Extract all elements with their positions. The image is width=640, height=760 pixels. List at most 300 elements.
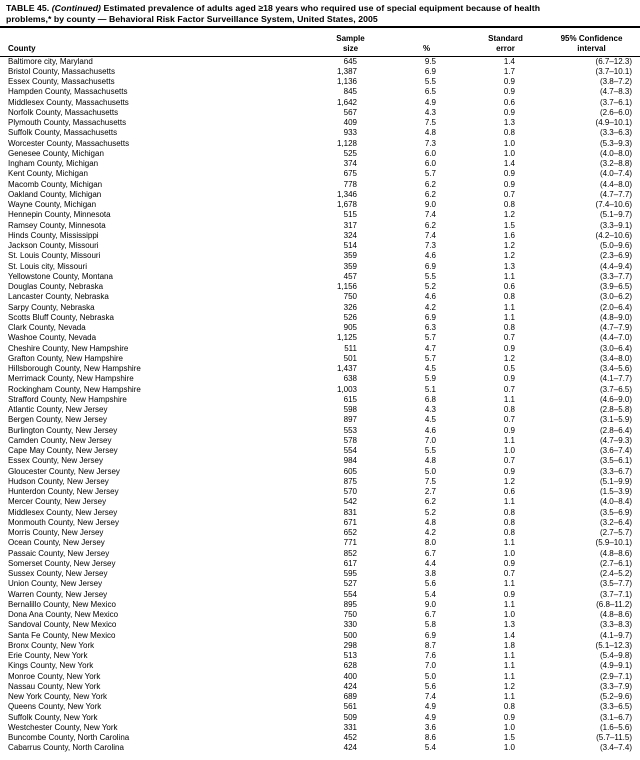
- table-row: [0, 446, 640, 456]
- standard-error-cell: 0.6: [503, 487, 515, 496]
- table-row: [0, 672, 640, 682]
- county-cell: St. Louis County, Missouri: [8, 251, 101, 261]
- standard-error-cell: 1.1: [503, 661, 515, 671]
- sample-size-cell: 457: [343, 271, 357, 281]
- percent-cell: 5.0: [424, 466, 436, 476]
- confidence-interval-cell: (3.2–6.4): [599, 517, 632, 527]
- county-cell: Strafford County, New Hampshire: [8, 394, 127, 404]
- col-header-se-line1: Standard: [488, 34, 523, 44]
- confidence-interval-cell: (4.4–8.0): [599, 179, 632, 189]
- county-cell: Bristol County, Massachusetts: [8, 66, 116, 76]
- confidence-interval-cell: (3.2–8.8): [599, 159, 632, 168]
- confidence-interval-cell: (4.0–7.4): [599, 169, 632, 179]
- percent-cell: 9.5: [424, 56, 436, 66]
- sample-size-cell: 1,642: [336, 97, 357, 107]
- confidence-interval-cell: (3.5–7.7): [599, 579, 632, 589]
- sample-size-cell: 671: [343, 517, 357, 527]
- confidence-interval-cell: (4.4–7.0): [599, 333, 632, 343]
- percent-cell: 6.0: [424, 159, 436, 168]
- sample-size-cell: 511: [344, 343, 357, 353]
- standard-error-cell: 0.9: [503, 107, 515, 117]
- county-cell: Passaic County, New Jersey: [8, 548, 110, 558]
- confidence-interval-cell: (4.7–9.3): [599, 435, 632, 445]
- confidence-interval-cell: (4.8–9.0): [599, 312, 632, 322]
- confidence-interval-cell: (4.4–9.4): [599, 261, 632, 271]
- county-cell: Hennepin County, Minnesota: [8, 210, 111, 220]
- county-cell: Suffolk County, Massachusetts: [8, 128, 118, 138]
- confidence-interval-cell: (3.3–7.7): [599, 271, 632, 281]
- percent-cell: 4.6: [424, 425, 436, 435]
- standard-error-cell: 1.5: [503, 733, 515, 742]
- percent-cell: 5.1: [424, 384, 436, 394]
- sample-size-cell: 515: [343, 210, 357, 220]
- sample-size-cell: 452: [343, 733, 357, 742]
- sample-size-cell: 771: [343, 538, 357, 548]
- standard-error-cell: 0.9: [503, 179, 515, 189]
- sample-size-cell: 615: [343, 394, 357, 404]
- confidence-interval-cell: (2.6–6.0): [599, 107, 632, 117]
- standard-error-cell: 0.8: [503, 405, 515, 414]
- sample-size-cell: 509: [343, 712, 357, 722]
- table-row: [0, 231, 640, 241]
- sample-size-cell: 324: [343, 230, 357, 240]
- standard-error-cell: 0.5: [503, 364, 515, 373]
- standard-error-cell: 1.1: [503, 538, 515, 548]
- table-row: [0, 241, 640, 251]
- percent-cell: 4.5: [424, 364, 436, 373]
- county-cell: Macomb County, Michigan: [8, 179, 103, 189]
- table-row: [0, 723, 640, 733]
- confidence-interval-cell: (3.3–9.1): [599, 220, 632, 230]
- confidence-interval-cell: (3.8–7.2): [599, 77, 632, 86]
- standard-error-cell: 0.8: [503, 128, 515, 138]
- percent-cell: 3.8: [424, 569, 436, 578]
- standard-error-cell: 0.6: [503, 282, 515, 291]
- standard-error-cell: 1.1: [503, 692, 515, 701]
- sample-size-cell: 400: [343, 671, 357, 681]
- sample-size-cell: 905: [343, 323, 357, 332]
- county-cell: Gloucester County, New Jersey: [8, 466, 120, 476]
- table-row: [0, 508, 640, 518]
- confidence-interval-cell: (3.3–6.7): [599, 466, 632, 476]
- percent-cell: 7.4: [424, 210, 436, 220]
- sample-size-cell: 1,136: [336, 77, 357, 86]
- sample-size-cell: 359: [343, 251, 357, 261]
- sample-size-cell: 500: [343, 630, 357, 640]
- table-row: [0, 477, 640, 487]
- percent-cell: 5.4: [424, 743, 436, 753]
- sample-size-cell: 1,003: [336, 384, 357, 394]
- percent-cell: 6.2: [424, 220, 436, 230]
- percent-cell: 6.9: [424, 312, 436, 322]
- table-row: [0, 713, 640, 723]
- county-cell: Worcester County, Massachusetts: [8, 138, 130, 148]
- percent-cell: 5.2: [424, 507, 436, 517]
- standard-error-cell: 0.9: [503, 712, 515, 722]
- confidence-interval-cell: (4.1–7.7): [599, 374, 632, 384]
- county-cell: Grafton County, New Hampshire: [8, 353, 124, 363]
- percent-cell: 4.3: [424, 405, 436, 414]
- percent-cell: 6.2: [424, 189, 436, 199]
- percent-cell: 7.3: [424, 138, 436, 148]
- standard-error-cell: 0.9: [503, 374, 515, 384]
- percent-cell: 4.8: [424, 128, 436, 138]
- standard-error-cell: 0.8: [503, 528, 515, 537]
- percent-cell: 5.8: [424, 620, 436, 630]
- standard-error-cell: 0.9: [503, 169, 515, 179]
- table-row: [0, 364, 640, 374]
- county-cell: Westchester County, New York: [8, 722, 118, 732]
- col-header-ci-line2: interval: [577, 43, 606, 53]
- sample-size-cell: 298: [343, 640, 357, 650]
- confidence-interval-cell: (1.5–3.9): [599, 487, 632, 496]
- sample-size-cell: 331: [343, 722, 357, 732]
- confidence-interval-cell: (5.7–11.5): [596, 733, 632, 742]
- table-row: [0, 549, 640, 559]
- percent-cell: 7.0: [424, 435, 436, 445]
- percent-cell: 6.2: [424, 179, 436, 189]
- table-row: [0, 251, 640, 261]
- standard-error-cell: 1.4: [503, 56, 515, 66]
- confidence-interval-cell: (3.3–8.3): [599, 620, 632, 630]
- percent-cell: 4.2: [424, 302, 436, 312]
- county-cell: Merrimack County, New Hampshire: [8, 374, 134, 384]
- county-cell: Monroe County, New York: [8, 671, 101, 681]
- county-cell: Sandoval County, New Mexico: [8, 620, 117, 630]
- county-cell: Hillsborough County, New Hampshire: [8, 364, 141, 373]
- sample-size-cell: 689: [343, 692, 357, 701]
- table-row: [0, 456, 640, 466]
- standard-error-cell: 1.7: [503, 66, 515, 76]
- table-row: [0, 610, 640, 620]
- county-cell: Essex County, New Jersey: [8, 456, 103, 466]
- confidence-interval-cell: (3.6–7.4): [599, 446, 632, 455]
- table-row: [0, 282, 640, 292]
- confidence-interval-cell: (1.6–5.6): [599, 722, 632, 732]
- percent-cell: 9.0: [424, 200, 436, 209]
- table-header: [0, 27, 640, 56]
- table-row: [0, 303, 640, 313]
- standard-error-cell: 0.9: [503, 343, 515, 353]
- table-row: [0, 200, 640, 210]
- sample-size-cell: 652: [343, 528, 357, 537]
- standard-error-cell: 0.7: [503, 333, 515, 343]
- table-row: [0, 590, 640, 600]
- standard-error-cell: 0.7: [503, 189, 515, 199]
- table-row: [0, 497, 640, 507]
- confidence-interval-cell: (4.7–7.9): [599, 323, 632, 332]
- confidence-interval-cell: (4.8–8.6): [599, 610, 632, 619]
- standard-error-cell: 0.8: [503, 200, 515, 209]
- standard-error-cell: 1.0: [503, 446, 515, 455]
- table-row: [0, 333, 640, 343]
- county-cell: Scotts Bluff County, Nebraska: [8, 312, 114, 322]
- sample-size-cell: 317: [343, 220, 357, 230]
- confidence-interval-cell: (3.4–8.0): [599, 353, 632, 363]
- table-row: [0, 344, 640, 354]
- county-cell: Rockingham County, New Hampshire: [8, 384, 141, 394]
- standard-error-cell: 1.1: [503, 651, 515, 660]
- confidence-interval-cell: (5.9–10.1): [595, 538, 632, 548]
- sample-size-cell: 750: [343, 292, 357, 302]
- confidence-interval-cell: (4.8–8.6): [599, 548, 632, 558]
- table-row: [0, 743, 640, 753]
- sample-size-cell: 933: [343, 128, 357, 138]
- table-row: [0, 467, 640, 477]
- sample-size-cell: 598: [343, 405, 357, 414]
- confidence-interval-cell: (4.0–8.0): [599, 148, 632, 158]
- table-header-row: [0, 27, 640, 56]
- table-title-continued: (Continued): [51, 3, 104, 13]
- confidence-interval-cell: (2.9–7.1): [599, 671, 632, 681]
- county-cell: Cape May County, New Jersey: [8, 446, 118, 455]
- standard-error-cell: 1.2: [503, 210, 515, 220]
- percent-cell: 8.7: [424, 640, 436, 650]
- table-row: [0, 600, 640, 610]
- confidence-interval-cell: (3.1–5.9): [599, 415, 632, 425]
- county-cell: Queens County, New York: [8, 702, 102, 712]
- sample-size-cell: 409: [343, 118, 357, 127]
- percent-cell: 8.6: [424, 733, 436, 742]
- county-cell: Clark County, Nevada: [8, 323, 86, 332]
- sample-size-cell: 527: [343, 579, 357, 589]
- table-row: [0, 128, 640, 138]
- standard-error-cell: 1.1: [503, 599, 515, 609]
- sample-size-cell: 1,125: [336, 333, 357, 343]
- table-row: [0, 651, 640, 661]
- table-row: [0, 641, 640, 651]
- table-title-text: Estimated prevalence of adults aged ≥18 years who required use of special equipment because of health: [103, 3, 541, 13]
- confidence-interval-cell: (6.7–12.3): [595, 56, 632, 66]
- county-cell: Sarpy County, Nebraska: [8, 302, 95, 312]
- table-row: [0, 733, 640, 743]
- table-row: [0, 149, 640, 159]
- standard-error-cell: 1.0: [503, 610, 515, 619]
- sample-size-cell: 514: [343, 241, 357, 250]
- standard-error-cell: 0.7: [503, 456, 515, 466]
- standard-error-cell: 1.1: [503, 394, 515, 404]
- percent-cell: 3.6: [424, 722, 436, 732]
- confidence-interval-cell: (5.2–9.6): [599, 692, 632, 701]
- confidence-interval-cell: (3.5–6.1): [599, 456, 632, 466]
- percent-cell: 5.2: [424, 282, 436, 291]
- percent-cell: 7.4: [424, 692, 436, 701]
- table-row: [0, 395, 640, 405]
- table-row: [0, 180, 640, 190]
- county-cell: Sussex County, New Jersey: [8, 569, 108, 578]
- county-cell: Kings County, New York: [8, 661, 94, 671]
- standard-error-cell: 1.5: [503, 220, 515, 230]
- standard-error-cell: 1.1: [503, 302, 515, 312]
- standard-error-cell: 1.8: [503, 640, 515, 650]
- standard-error-cell: 1.1: [503, 497, 515, 507]
- percent-cell: 4.5: [424, 415, 436, 425]
- confidence-interval-cell: (3.7–6.1): [599, 97, 632, 107]
- standard-error-cell: 1.2: [503, 476, 515, 486]
- percent-cell: 4.9: [424, 712, 436, 722]
- percent-cell: 7.6: [424, 651, 436, 660]
- table-row: [0, 108, 640, 118]
- county-cell: Monmouth County, New Jersey: [8, 517, 120, 527]
- county-cell: Burlington County, New Jersey: [8, 425, 118, 435]
- sample-size-cell: 897: [343, 415, 357, 425]
- county-cell: Yellowstone County, Montana: [8, 271, 113, 281]
- percent-cell: 5.6: [424, 579, 436, 589]
- county-cell: Warren County, New Jersey: [8, 589, 108, 599]
- table-row: [0, 426, 640, 436]
- confidence-interval-cell: (4.9–10.1): [595, 118, 632, 127]
- sample-size-cell: 424: [343, 743, 357, 753]
- sample-size-cell: 875: [343, 476, 357, 486]
- percent-cell: 4.6: [424, 292, 436, 302]
- sample-size-cell: 984: [343, 456, 357, 466]
- table-row: [0, 67, 640, 77]
- percent-cell: 7.5: [424, 118, 436, 127]
- county-cell: Middlesex County, Massachusetts: [8, 97, 129, 107]
- percent-cell: 6.2: [424, 497, 436, 507]
- county-cell: Norfolk County, Massachusetts: [8, 107, 119, 117]
- confidence-interval-cell: (3.9–6.5): [599, 282, 632, 291]
- county-cell: Bernalillo County, New Mexico: [8, 599, 116, 609]
- confidence-interval-cell: (7.4–10.6): [595, 200, 632, 209]
- table-row: [0, 98, 640, 108]
- county-cell: Morris County, New Jersey: [8, 528, 104, 537]
- confidence-interval-cell: (3.4–5.6): [599, 364, 632, 373]
- percent-cell: 5.5: [424, 446, 436, 455]
- table-row: [0, 169, 640, 179]
- table-row: [0, 569, 640, 579]
- table-title: [6, 3, 639, 24]
- percent-cell: 7.0: [424, 661, 436, 671]
- confidence-interval-cell: (3.5–6.9): [599, 507, 632, 517]
- percent-cell: 7.5: [424, 476, 436, 486]
- sample-size-cell: 553: [343, 425, 357, 435]
- county-cell: Hampden County, Massachusetts: [8, 87, 128, 97]
- table-row: [0, 415, 640, 425]
- county-cell: Atlantic County, New Jersey: [8, 405, 108, 414]
- county-cell: Genesee County, Michigan: [8, 148, 104, 158]
- sample-size-cell: 595: [343, 569, 357, 578]
- percent-cell: 7.3: [424, 241, 436, 250]
- percent-cell: 5.0: [424, 671, 436, 681]
- sample-size-cell: 525: [343, 148, 357, 158]
- county-cell: Bergen County, New Jersey: [8, 415, 108, 425]
- confidence-interval-cell: (4.7–8.3): [599, 87, 632, 97]
- sample-size-cell: 501: [343, 353, 357, 363]
- county-cell: Ingham County, Michigan: [8, 159, 99, 168]
- sample-size-cell: 1,678: [336, 200, 357, 209]
- percent-cell: 4.7: [424, 343, 436, 353]
- table-row: [0, 538, 640, 548]
- county-cell: Bronx County, New York: [8, 640, 95, 650]
- standard-error-cell: 0.7: [503, 384, 515, 394]
- table-row: [0, 682, 640, 692]
- county-cell: Middlesex County, New Jersey: [8, 507, 118, 517]
- standard-error-cell: 0.8: [503, 323, 515, 332]
- percent-cell: 4.3: [424, 107, 436, 117]
- standard-error-cell: 1.0: [503, 148, 515, 158]
- sample-size-cell: 513: [343, 651, 357, 660]
- standard-error-cell: 0.8: [503, 517, 515, 527]
- standard-error-cell: 0.9: [503, 77, 515, 86]
- confidence-interval-cell: (2.7–6.1): [599, 558, 632, 568]
- standard-error-cell: 1.1: [503, 671, 515, 681]
- table-row: [0, 631, 640, 641]
- confidence-interval-cell: (3.7–6.5): [599, 384, 632, 394]
- standard-error-cell: 1.0: [503, 722, 515, 732]
- col-header-ci-line1: 95% Confidence: [560, 34, 623, 44]
- county-cell: Kent County, Michigan: [8, 169, 88, 179]
- sample-size-cell: 554: [343, 589, 357, 599]
- table-row: [0, 579, 640, 589]
- sample-size-cell: 359: [343, 261, 357, 271]
- table-row: [0, 436, 640, 446]
- col-header-confidence-interval: [515, 27, 640, 56]
- sample-size-cell: 1,387: [336, 66, 357, 76]
- county-cell: Hudson County, New Jersey: [8, 476, 109, 486]
- standard-error-cell: 1.6: [503, 230, 515, 240]
- standard-error-cell: 0.8: [503, 292, 515, 302]
- percent-cell: 6.9: [424, 630, 436, 640]
- sample-size-cell: 778: [343, 179, 357, 189]
- sample-size-cell: 831: [343, 507, 357, 517]
- standard-error-cell: 1.0: [503, 743, 515, 753]
- sample-size-cell: 628: [343, 661, 357, 671]
- percent-cell: 6.5: [424, 87, 436, 97]
- confidence-interval-cell: (4.2–10.6): [595, 230, 632, 240]
- table-row: [0, 487, 640, 497]
- percent-cell: 6.0: [424, 148, 436, 158]
- confidence-interval-cell: (3.1–6.7): [599, 712, 632, 722]
- county-cell: Essex County, Massachusetts: [8, 77, 115, 86]
- percent-cell: 6.7: [424, 548, 436, 558]
- confidence-interval-cell: (3.3–7.9): [599, 681, 632, 691]
- confidence-interval-cell: (4.7–7.7): [599, 189, 632, 199]
- confidence-interval-cell: (6.8–11.2): [596, 599, 632, 609]
- confidence-interval-cell: (2.8–6.4): [599, 425, 632, 435]
- standard-error-cell: 1.2: [503, 681, 515, 691]
- table-row: [0, 692, 640, 702]
- confidence-interval-cell: (3.0–6.4): [599, 343, 632, 353]
- percent-cell: 4.2: [424, 528, 436, 537]
- table-title-number: TABLE 45.: [6, 3, 52, 13]
- confidence-interval-cell: (3.3–6.5): [599, 702, 632, 712]
- standard-error-cell: 0.9: [503, 589, 515, 599]
- confidence-interval-cell: (5.3–9.3): [599, 138, 632, 148]
- confidence-interval-cell: (5.0–9.6): [599, 241, 632, 250]
- percent-cell: 5.7: [424, 333, 436, 343]
- confidence-interval-cell: (2.7–5.7): [599, 528, 632, 537]
- standard-error-cell: 0.9: [503, 425, 515, 435]
- table-row: [0, 528, 640, 538]
- sample-size-cell: 554: [343, 446, 357, 455]
- sample-size-cell: 750: [343, 610, 357, 619]
- confidence-interval-cell: (3.3–6.3): [599, 128, 632, 138]
- col-header-percent-label: %: [422, 43, 431, 53]
- county-cell: Hunterdon County, New Jersey: [8, 487, 119, 496]
- county-cell: Erie County, New York: [8, 651, 88, 660]
- percent-cell: 4.9: [424, 97, 436, 107]
- percent-cell: 4.4: [424, 558, 436, 568]
- standard-error-cell: 1.2: [503, 251, 515, 261]
- sample-size-cell: 374: [343, 159, 357, 168]
- county-cell: Ramsey County, Minnesota: [8, 220, 106, 230]
- percent-cell: 4.8: [424, 517, 436, 527]
- percent-cell: 5.7: [424, 353, 436, 363]
- sample-size-cell: 570: [343, 487, 357, 496]
- table-row: [0, 118, 640, 128]
- standard-error-cell: 1.3: [503, 261, 515, 271]
